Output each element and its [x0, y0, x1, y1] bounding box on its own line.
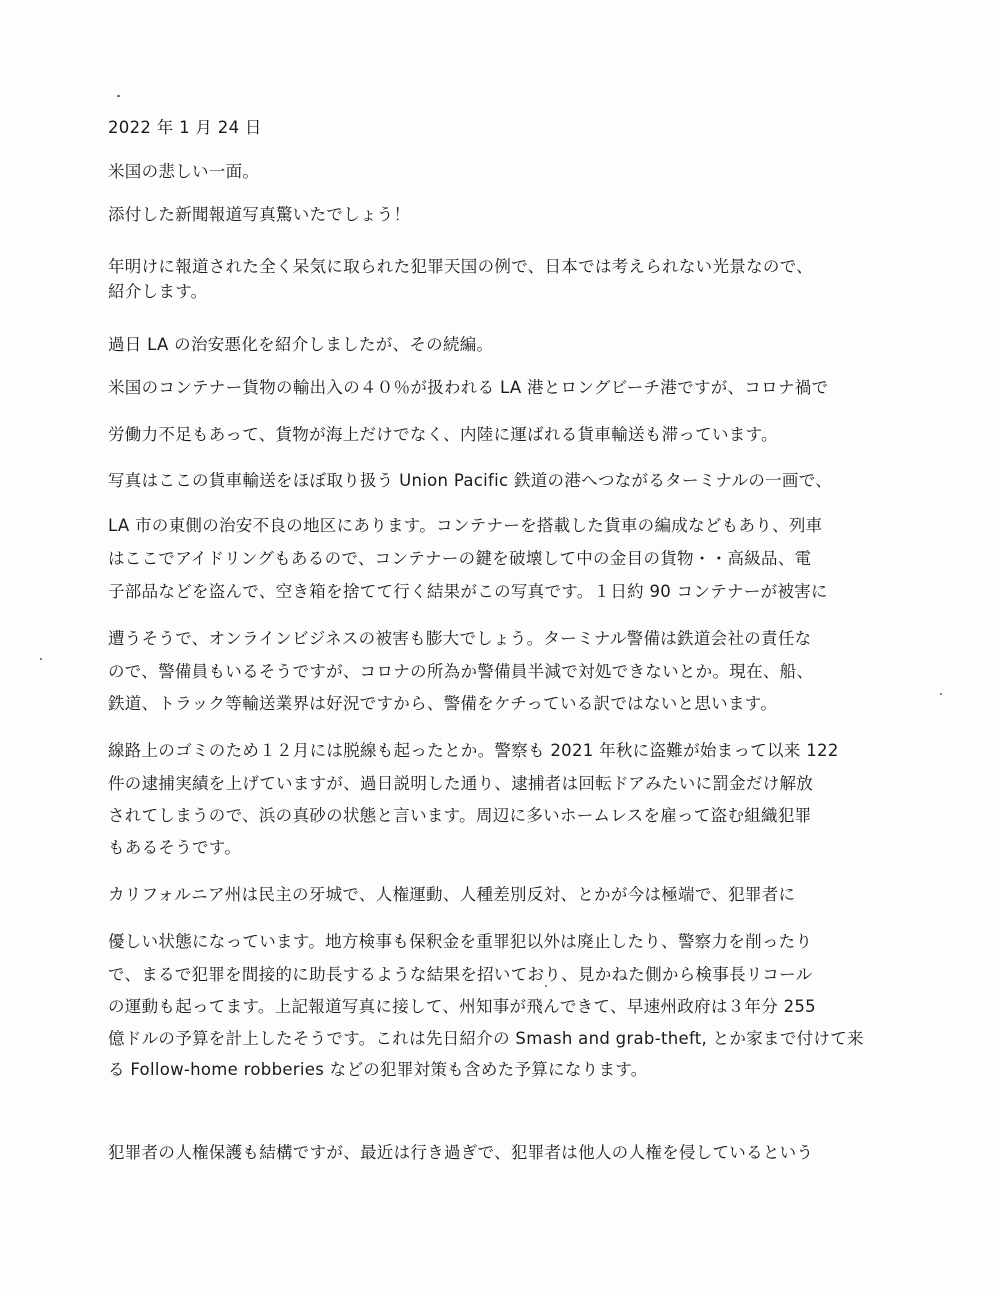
text-line: 紹介します。 [108, 282, 208, 301]
text-line: 米国のコンテナー貨物の輸出入の４０％が扱われる LA 港とロングビーチ港ですが、コロナ禍で [108, 378, 829, 397]
text-line: 件の逮捕実績を上げていますが、過日説明した通り、逮捕者は回転ドアみたいに罰金だけ解放 [108, 774, 814, 793]
text-line: 鉄道、トラック等輸送業界は好況ですから、警備をケチっている訳ではないと思います。 [108, 694, 778, 713]
scan-speck [117, 95, 120, 97]
text-line: る Follow-home robberies などの犯罪対策も含めた予算になります。 [108, 1060, 648, 1079]
text-line: 過日 LA の治安悪化を紹介しましたが、その続編。 [108, 335, 494, 354]
text-line: LA 市の東側の治安不良の地区にあります。コンテナーを搭載した貨車の編成などもあり、列車 [108, 516, 823, 535]
document-date: 2022 年 1 月 24 日 [108, 118, 262, 137]
scan-speck [940, 693, 942, 695]
text-line: 労働力不足もあって、貨物が海上だけでなく、内陸に運ばれる貨車輸送も滞っています。 [108, 425, 778, 444]
scan-speck [40, 658, 42, 660]
text-line: もあるそうです。 [108, 838, 242, 857]
text-line: されてしまうので、浜の真砂の状態と言います。周辺に多いホームレスを雇って盗む組織犯罪 [108, 806, 812, 825]
text-line: 優しい状態になっています。地方検事も保釈金を重罪犯以外は廃止したり、警察力を削ったり [108, 932, 813, 951]
text-line: 写真はここの貨車輸送をほぼ取り扱う Union Pacific 鉄道の港へつながるターミナルの一画で、 [108, 471, 832, 490]
text-line: 遭うそうで、オンラインビジネスの被害も膨大でしょう。ターミナル警備は鉄道会社の責任な [108, 629, 812, 648]
text-line: はここでアイドリングもあるので、コンテナーの鍵を破壊して中の金目の貨物・・高級品、電 [108, 549, 812, 568]
text-line: 億ドルの予算を計上したそうです。これは先日紹介の Smash and grab-theft, とか家まで付けて来 [108, 1029, 864, 1048]
scan-speck [545, 985, 547, 987]
text-line: ので、警備員もいるそうですが、コロナの所為か警備員半減で対処できないとか。現在、船、 [108, 662, 814, 681]
text-line: の運動も起ってます。上記報道写真に接して、州知事が飛んできて、早速州政府は３年分 255 [108, 997, 816, 1016]
text-line: 子部品などを盗んで、空き箱を捨てて行く結果がこの写真です。１日約 90 コンテナーが被害に [108, 582, 828, 601]
text-line: で、まるで犯罪を間接的に助長するような結果を招いており、見かねた側から検事長リコール [108, 965, 813, 984]
text-line: 年明けに報道された全く呆気に取られた犯罪天国の例で、日本では考えられない光景なので、 [108, 257, 813, 276]
text-line: 米国の悲しい一面。 [108, 162, 260, 181]
text-line: 線路上のゴミのため１２月には脱線も起ったとか。警察も 2021 年秋に盗難が始まって以来 122 [108, 741, 839, 760]
text-line: 犯罪者の人権保護も結構ですが、最近は行き過ぎで、犯罪者は他人の人権を侵しているという [108, 1143, 814, 1162]
text-line: 添付した新聞報道写真驚いたでしょう！ [108, 205, 411, 224]
text-line: カリフォルニア州は民主の牙城で、人権運動、人種差別反対、とかが今は極端で、犯罪者に [108, 885, 796, 904]
